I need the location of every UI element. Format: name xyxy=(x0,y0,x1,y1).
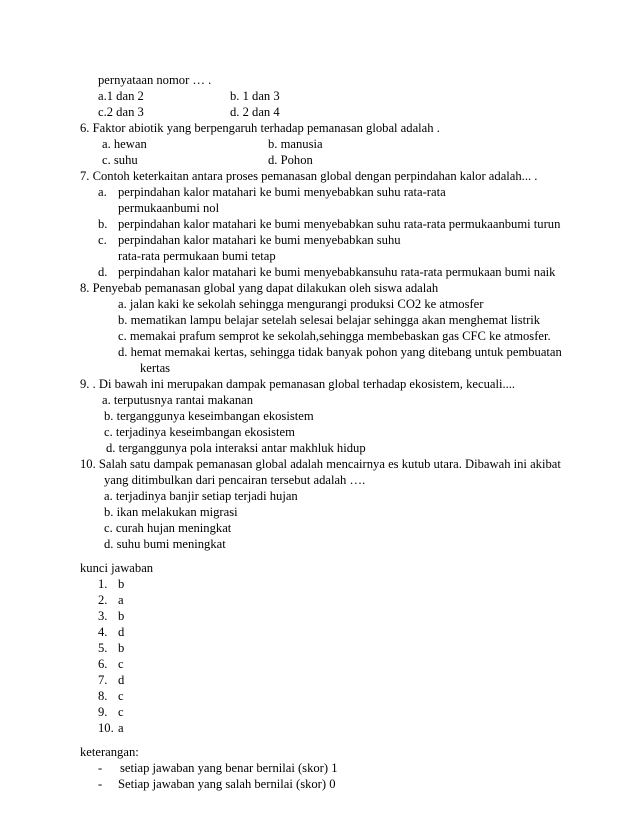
answer-key-num: 7. xyxy=(98,673,108,687)
answer-key-num: 9. xyxy=(98,705,108,719)
q8-option-d-cont: kertas xyxy=(140,361,171,375)
answer-key-answer: c xyxy=(118,657,124,671)
q8-option-c: c. memakai prafum semprot ke sekolah,sehingga membebaskan gas CFC ke atmosfer. xyxy=(118,329,551,343)
q9-option-a: a. terputusnya rantai makanan xyxy=(102,393,254,407)
q7-question: 7. Contoh keterkaitan antara proses pemanasan global dengan perpindahan kalor adalah... . xyxy=(80,169,538,183)
q7-option-b-text: perpindahan kalor matahari ke bumi menyebabkan suhu rata-rata permukaanbumi turun xyxy=(118,217,561,231)
q6-option-c: c. suhu xyxy=(102,153,138,167)
q10-option-b: b. ikan melakukan migrasi xyxy=(104,505,238,519)
q8-question: 8. Penyebab pemanasan global yang dapat dilakukan oleh siswa adalah xyxy=(80,281,439,295)
answer-key-answer: a xyxy=(118,721,124,735)
q6-question: 6. Faktor abiotik yang berpengaruh terhadap pemanasan global adalah . xyxy=(80,121,440,135)
q5-stem-tail: pernyataan nomor … . xyxy=(98,73,212,87)
q8-option-d: d. hemat memakai kertas, sehingga tidak banyak pohon yang ditebang untuk pembuatan xyxy=(118,345,562,359)
answer-key-answer: b xyxy=(118,609,125,623)
q6-option-d: d. Pohon xyxy=(268,153,313,167)
answer-key-num: 2. xyxy=(98,593,108,607)
q8-option-b: b. mematikan lampu belajar setelah selesai belajar sehingga akan menghemat listrik xyxy=(118,313,541,327)
answer-key-num: 1. xyxy=(98,577,108,591)
q7-option-d-text: perpindahan kalor matahari ke bumi menyebabkansuhu rata-rata permukaan bumi naik xyxy=(118,265,556,279)
q5-option-c: c.2 dan 3 xyxy=(98,105,144,119)
answer-key-num: 4. xyxy=(98,625,108,639)
notes-item-correct: setiap jawaban yang benar bernilai (skor) 1 xyxy=(120,761,338,775)
q10-option-d: d. suhu bumi meningkat xyxy=(104,537,226,551)
notes-item-wrong: Setiap jawaban yang salah bernilai (skor) 0 xyxy=(118,777,336,791)
q9-option-b: b. terganggunya keseimbangan ekosistem xyxy=(104,409,314,423)
q7-option-a-text-cont: permukaanbumi nol xyxy=(118,201,220,215)
answer-key-num: 10. xyxy=(98,721,114,735)
answer-key-num: 8. xyxy=(98,689,108,703)
q7-option-c-text: perpindahan kalor matahari ke bumi menyebabkan suhu xyxy=(118,233,401,247)
q10-option-a: a. terjadinya banjir setiap terjadi hujan xyxy=(104,489,298,503)
q7-option-b-letter: b. xyxy=(98,217,108,231)
q8-option-a: a. jalan kaki ke sekolah sehingga mengurangi produksi CO2 ke atmosfer xyxy=(118,297,484,311)
notes-dash: - xyxy=(98,761,103,775)
answer-key-num: 6. xyxy=(98,657,108,671)
answer-key-num: 3. xyxy=(98,609,108,623)
q7-option-c-text-cont: rata-rata permukaan bumi tetap xyxy=(118,249,276,263)
answer-key-answer: d xyxy=(118,673,125,687)
q10-question-line1: 10. Salah satu dampak pemanasan global adalah mencairnya es kutub utara. Dibawah ini akibat xyxy=(80,457,561,471)
q6-option-b: b. manusia xyxy=(268,137,323,151)
q6-option-a: a. hewan xyxy=(102,137,147,151)
notes-title: keterangan: xyxy=(80,745,139,759)
answer-key-answer: b xyxy=(118,577,125,591)
answer-key-answer: b xyxy=(118,641,125,655)
q10-option-c: c. curah hujan meningkat xyxy=(104,521,232,535)
q10-question-line2: yang ditimbulkan dari pencairan tersebut adalah …. xyxy=(104,473,366,487)
q5-option-a: a.1 dan 2 xyxy=(98,89,144,103)
q9-question: 9. . Di bawah ini merupakan dampak pemanasan global terhadap ekosistem, kecuali.... xyxy=(80,377,516,391)
q9-option-d: d. terganggunya pola interaksi antar makhluk hidup xyxy=(106,441,366,455)
notes-dash: - xyxy=(98,777,103,791)
q5-option-d: d. 2 dan 4 xyxy=(230,105,280,119)
q7-option-d-letter: d. xyxy=(98,265,108,279)
answer-key-num: 5. xyxy=(98,641,108,655)
q7-option-c-letter: c. xyxy=(98,233,107,247)
answer-key-answer: c xyxy=(118,705,124,719)
q5-option-b: b. 1 dan 3 xyxy=(230,89,280,103)
answer-key-title: kunci jawaban xyxy=(80,561,154,575)
answer-key-answer: d xyxy=(118,625,125,639)
q7-option-a-letter: a. xyxy=(98,185,107,199)
answer-key-answer: c xyxy=(118,689,124,703)
q7-option-a-text: perpindahan kalor matahari ke bumi menyebabkan suhu rata-rata xyxy=(118,185,446,199)
q9-option-c: c. terjadinya keseimbangan ekosistem xyxy=(104,425,295,439)
answer-key-answer: a xyxy=(118,593,124,607)
